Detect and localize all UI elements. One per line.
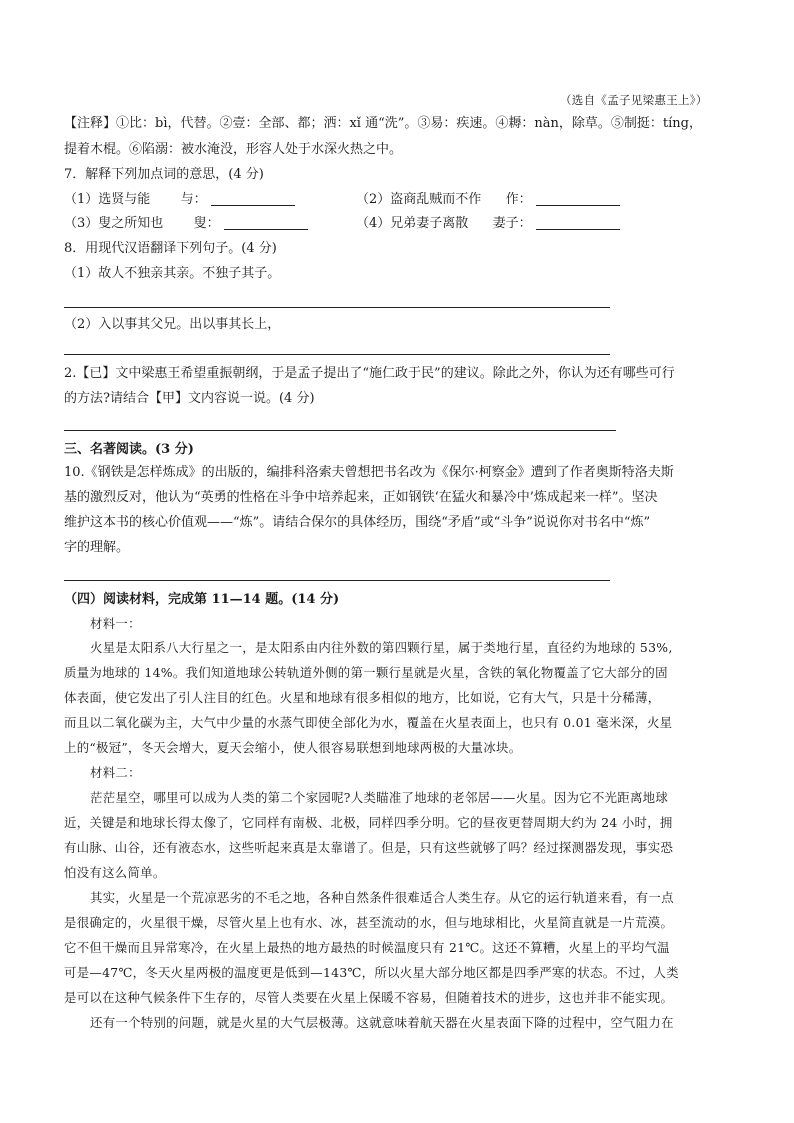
q10-line-1: 10.《钢铁是怎样炼成》的出版的，编排科洛索夫曾想把书名改为《保尔·柯察金》遭到了作者奥斯特洛夫斯 <box>64 465 674 480</box>
material-2-line: 怕没有这么简单。 <box>64 865 166 880</box>
answer-blank[interactable] <box>224 215 308 230</box>
q7-item-1 <box>64 190 295 210</box>
q7-item-2 <box>356 190 620 210</box>
q7-item-1-word: 与： <box>180 192 207 207</box>
q8-sentence-2: （2）入以事其父兄。出以事其长上， <box>64 317 281 332</box>
section-4-title: （四）阅读材料，完成第 11—14 题。(14 分) <box>64 592 340 607</box>
q7-item-1-text: （1）选贤与能 <box>64 192 151 207</box>
notes-line-1: 【注释】①比：bì，代替。②壹：全部、都；洒：xǐ 通“洗”。③易：疾速。④耨：nàn，除草。⑤制挺：tíng， <box>64 116 702 131</box>
q7-item-2-text: （2）盗商乱贼而不作 <box>356 192 482 207</box>
q9-line-1: 2.【已】文中梁惠王希望重振朝纲，于是孟子提出了“施仁政于民”的建议。除此之外，你认为还有哪些可行 <box>64 366 675 381</box>
material-1-line: 体表面，使它发出了引人注目的红色。火星和地球有很多相似的地方，比如说，它有大气，只是十分稀薄， <box>64 690 661 705</box>
material-1-line: 火星是太阳系八大行星之一，是太阳系由内往外数的第四颗行星，属于类地行星，直径约为地球的 53%, <box>90 640 673 655</box>
material-1-line: 而且以二氧化碳为主，大气中少量的水蒸气即使全部化为水，覆盖在火星表面上，也只有 0.01 毫米深，火星 <box>64 715 673 730</box>
material-1-line: 上的“极冠”，冬天会增大，夏天会缩小，使人很容易联想到地球两极的大量冰块。 <box>64 740 522 755</box>
q9-line-2: 的方法?请结合【甲】文内容说一说。(4 分) <box>64 391 315 406</box>
q10-line-3: 维护这本书的核心价值观——“炼”。请结合保尔的具体经历，围绕“矛盾”或“斗争”说说你对书名中“炼” <box>64 515 651 530</box>
q7-item-4-word: 妻子： <box>492 216 532 231</box>
answer-line[interactable] <box>64 430 616 431</box>
paragraph-line: 其实，火星是一个荒凉恶劣的不毛之地，各种自然条件很难适合人类生存。从它的运行轨道来看，有一点 <box>90 890 674 905</box>
notes-line-2: 提着木棍。⑥陷溺：被水淹没，形容人处于水深火热之中。 <box>64 142 403 157</box>
material-1-line: 质量为地球的 14%。我们知道地球公转轨道外侧的第一颗行星就是火星，含铁的氧化物覆盖了它大部分的固 <box>64 665 668 680</box>
q7-item-3-word: 叟： <box>193 216 220 231</box>
answer-line[interactable] <box>64 307 610 308</box>
paragraph-line: 是可以在这种气候条件下生存的，尽管人类要在火星上保暖不容易，但随着技术的进步，这也并非不能实现。 <box>64 990 674 1005</box>
q10-line-2: 基的激烈反对，他认为“英勇的性格在斗争中培养起来，正如钢铁‘在猛火和暴冷中’炼成起来一样”。坚决 <box>64 490 658 505</box>
q7-item-2-word: 作： <box>505 192 532 207</box>
paragraph-line: 是很确定的，火星很干燥，尽管火星上也有水、冰，甚至流动的水，但与地球相比，火星简直就是一片荒漠。 <box>64 915 674 930</box>
material-2-label: 材料二： <box>90 765 141 780</box>
source-citation: （选自《孟子见梁惠王上》） <box>560 93 708 107</box>
q7-item-4 <box>356 214 620 234</box>
q7-item-4-text: （4）兄弟妻子离散 <box>356 216 469 231</box>
paragraph-line: 还有一个特别的问题，就是火星的大气层极薄。这就意味着航天器在火星表面下降的过程中，空气阻力在 <box>90 1015 674 1030</box>
answer-blank[interactable] <box>536 215 620 230</box>
q7-stem: 7．解释下列加点词的意思，(4 分) <box>64 167 264 182</box>
answer-line[interactable] <box>64 354 610 355</box>
material-2-line: 有山脉、山谷，还有液态水，这些听起来真是太靠谱了。但是，只有这些就够了吗？经过探测器发现，事实恐 <box>64 840 674 855</box>
material-2-line: 近，关键是和地球长得太像了，它同样有南极、北极，同样四季分明。它的昼夜更替周期大约为 24 小时，拥 <box>64 815 673 830</box>
answer-blank[interactable] <box>536 191 620 206</box>
q8-sentence-1: （1）故人不独亲其亲。不独子其子。 <box>64 266 281 281</box>
q7-item-3-text: （3）叟之所知也 <box>64 216 164 231</box>
material-1-label: 材料一： <box>90 616 141 631</box>
q8-stem: 8．用现代汉语翻译下列句子。(4 分) <box>64 241 277 256</box>
section-3-title: 三、名著阅读。(3 分) <box>64 442 194 457</box>
q10-line-4: 字的理解。 <box>64 540 130 555</box>
answer-line[interactable] <box>64 580 610 581</box>
material-2-line: 茫茫星空，哪里可以成为人类的第二个家园呢?人类瞄准了地球的老邻居——火星。因为它不光距离地球 <box>90 790 669 805</box>
paragraph-line: 它不但干燥而且异常寒冷，在火星上最热的地方最热的时候温度只有 21℃。这还不算糟，火星上的平均气温 <box>64 940 670 955</box>
answer-blank[interactable] <box>211 191 295 206</box>
q7-item-3 <box>64 214 308 234</box>
paragraph-line: 可是—47℃，冬天火星两极的温度更是低到—143℃，所以火星大部分地区都是四季严寒的状态。不过，人类 <box>64 965 679 980</box>
